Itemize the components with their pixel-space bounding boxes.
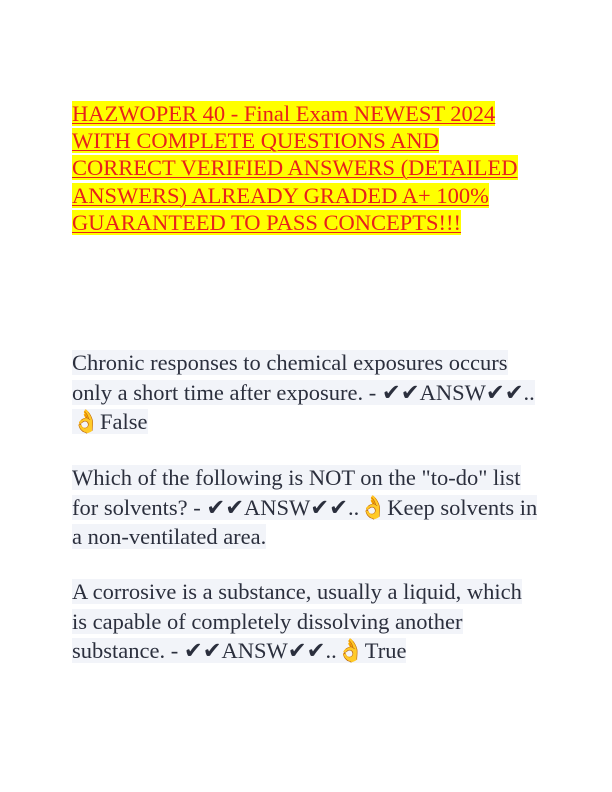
question-answer-3-text: A corrosive is a substance, usually a liquid, which is capable of completely dissolving another substance. - ✔✔ANSW✔✔..👌True <box>72 579 522 663</box>
question-answer-2 <box>72 463 542 552</box>
question-answer-3 <box>72 577 542 666</box>
document-title-text: HAZWOPER 40 - Final Exam NEWEST 2024 WITH COMPLETE QUESTIONS AND CORRECT VERIFIED ANSWERS (DETAILED ANSWERS) ALREADY GRADED A+ 100% GUARANTEED TO PASS CONCEPTS!!! <box>72 101 518 235</box>
question-answer-1-text: Chronic responses to chemical exposures occurs only a short time after exposure. - ✔✔ANSW✔✔..👌False <box>72 350 535 434</box>
question-answer-1 <box>72 348 542 437</box>
question-answer-2-text: Which of the following is NOT on the "to-do" list for solvents? - ✔✔ANSW✔✔..👌Keep solvents in a non-ventilated area. <box>72 465 538 549</box>
document-title <box>72 100 542 236</box>
